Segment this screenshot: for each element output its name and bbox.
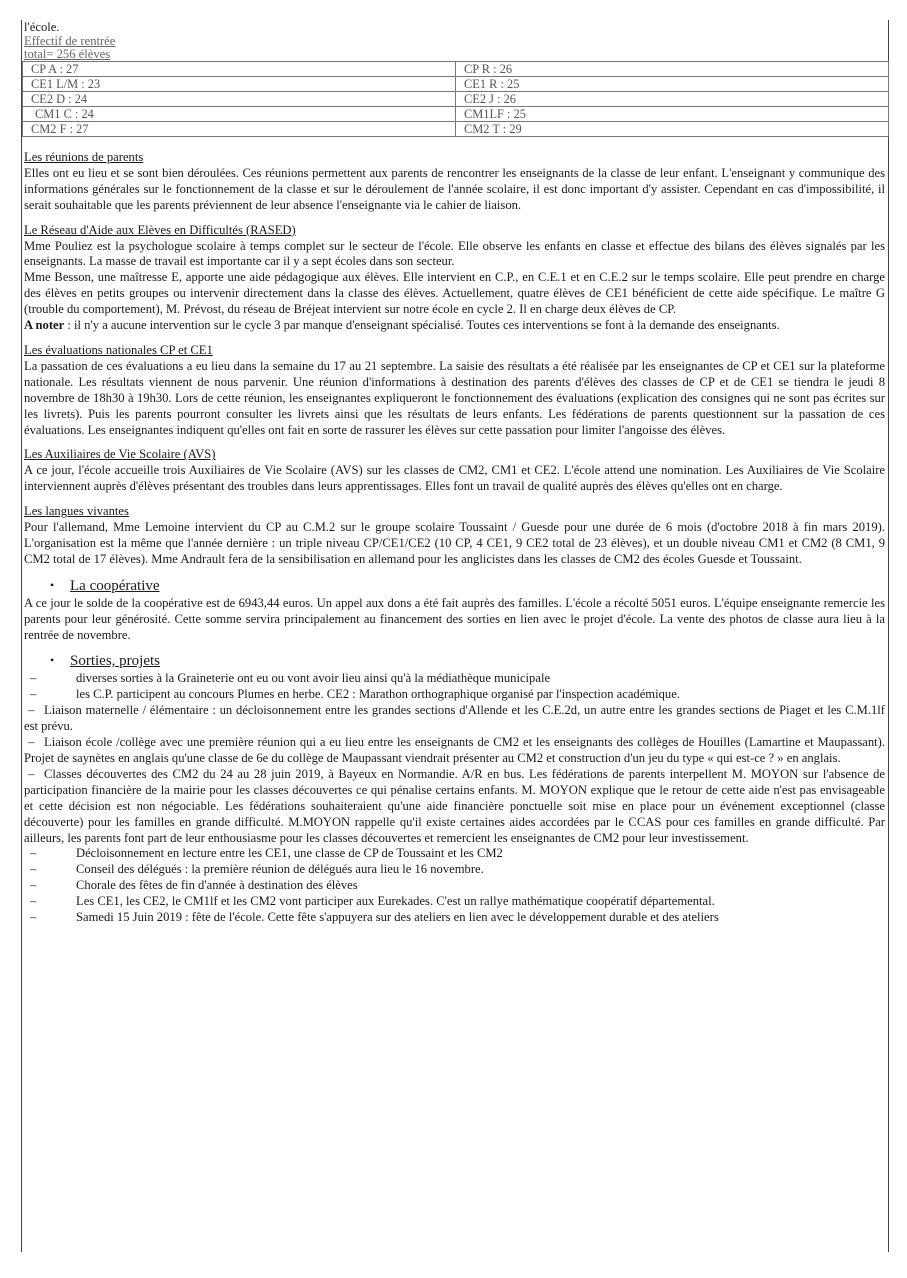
table-row bbox=[23, 62, 889, 77]
document-page bbox=[21, 20, 889, 1252]
dash-icon: – bbox=[30, 878, 37, 893]
dash-icon: – bbox=[28, 735, 35, 750]
dash-icon: – bbox=[30, 687, 37, 702]
table-row bbox=[23, 107, 889, 122]
dash-icon: – bbox=[28, 766, 35, 781]
sorties-list bbox=[24, 671, 885, 926]
table-cell: CP A : 27 bbox=[23, 62, 456, 77]
list-item: – Les CE1, les CE2, le CM1lf et les CM2 vont participer aux Eurekades. C'est un rallye mathématique coopératif départemental. bbox=[24, 894, 885, 910]
dash-icon: – bbox=[30, 894, 37, 909]
list-item: – les C.P. participent au concours Plumes en herbe. CE2 : Marathon orthographique organisé par l'inspection académique. bbox=[24, 687, 885, 703]
rased-note-label: A noter bbox=[24, 318, 65, 333]
cooperative-text: A ce jour le solde de la coopérative est de 6943,44 euros. Un appel aux dons a été fait auprès des familles. L'école a récolté 5051 euros. L'équipe enseignante remercie les parents pour leur générosité. Cette somme servira principalement au financement des sorties en lien avec le projet d'école. La vente des photos de classe aura lieu à la rentrée de novembre. bbox=[24, 595, 885, 642]
table-cell: CM1LF : 25 bbox=[456, 107, 889, 122]
bullet-icon: • bbox=[50, 653, 55, 668]
rased-paragraph-2: Mme Besson, une maîtresse E, apporte une aide pédagogique aux élèves. Elle intervient en C.P., en C.E.1 et en C.E.2 sur le temps scolaire. Elle peut prendre en charge des élèves en petits groupes ou intervenir directement dans la classe des élèves. Actuellement, quatre élèves de CE1 bénéficient de cette aide spécifique. Le maître G (trouble du comportement), M. Prévost, du réseau de Bréjeat intervient sur notre école en cycle 2. Il en charge deux élèves de CP. bbox=[24, 270, 885, 317]
reunions-heading: Les réunions de parents bbox=[24, 150, 144, 164]
list-item: – Chorale des fêtes de fin d'année à destination des élèves bbox=[24, 878, 885, 894]
cooperative-heading-row bbox=[24, 576, 885, 596]
effectif-table bbox=[22, 61, 889, 137]
bullet-icon: • bbox=[50, 577, 55, 592]
dash-icon: – bbox=[30, 846, 37, 861]
rased-note-text: : il n'y a aucune intervention sur le cycle 3 par manque d'enseignant spécialisé. Toutes ces interventions se font à la demande des enseignants. bbox=[64, 318, 780, 333]
sorties-heading: Sorties, projets bbox=[70, 653, 160, 670]
list-item: – Samedi 15 Juin 2019 : fête de l'école. Cette fête s'appuyera sur des ateliers en lien avec le développement durable et des ateliers bbox=[24, 910, 885, 926]
langues-heading: Les langues vivantes bbox=[24, 504, 129, 519]
table-row bbox=[23, 77, 889, 92]
table-cell: CP R : 26 bbox=[456, 62, 889, 77]
list-item: – Liaison maternelle / élémentaire : un décloisonnement entre les grandes sections d'Allende et les C.E.2d, un autre entre les grandes sections de Piaget et les C.M.1lf est prévu. bbox=[24, 703, 885, 734]
effectif-heading: Effectif de rentrée bbox=[24, 34, 116, 48]
rased-paragraph-1: Mme Pouliez est la psychologue scolaire à temps complet sur le secteur de l'école. Elle observe les enfants en classe et effectue des bilans des élèves signalés par les enseignants. La masse de travail est importante car il y a sept écoles dans son secteur. bbox=[24, 238, 885, 269]
dash-icon: – bbox=[30, 910, 37, 925]
effectif-total: total= 256 élèves bbox=[24, 47, 111, 61]
avs-heading: Les Auxiliaires de Vie Scolaire (AVS) bbox=[24, 447, 216, 462]
table-cell: CE1 R : 25 bbox=[456, 77, 889, 92]
list-item: – Classes découvertes des CM2 du 24 au 28 juin 2019, à Bayeux en Normandie. A/R en bus. Les fédérations de parents interpellent M. MOYON sur l'absence de participation financière de la mairie pour les classes découvertes ce qui pénalise certains enfants. M. MOYON explique que le retour de cette aide n'est pas envisageable et cette décision est non négociable. Les fédérations souhaiteraient qu'une aide financière ponctuelle soit mise en place pour un événement exceptionnel (classe découverte) pour les familles en grande difficulté. M.MOYON rappelle qu'il existe certaines aides accordées par le CCAS pour ces familles en grande difficulté. Par ailleurs, les parents font part de leur enthousiasme pour les classes découvertes et remercient les enseignantes de CM2 pour leur investissement. bbox=[24, 766, 885, 845]
table-cell: CE2 J : 26 bbox=[456, 92, 889, 107]
table-cell: CM1 C : 24 bbox=[23, 107, 456, 122]
sorties-heading-row bbox=[24, 651, 885, 671]
table-cell: CE1 L/M : 23 bbox=[23, 77, 456, 92]
dash-icon: – bbox=[30, 671, 37, 686]
table-cell: CM2 T : 29 bbox=[456, 122, 889, 137]
reunions-text: Elles ont eu lieu et se sont bien déroulées. Ces réunions permettent aux parents de rencontrer les enseignants de la classe de leur enfant. L'enseignant y communique des informations générales sur le fonctionnement de la classe et sur le déroulement de l'année scolaire, il est donc important d'y assister. Cependant en cas d'impossibilité, il serait souhaitable que les parents préviennent de leur absence l'enseignante via le cahier de liaison. bbox=[24, 165, 885, 212]
table-cell: CE2 D : 24 bbox=[23, 92, 456, 107]
langues-text: Pour l'allemand, Mme Lemoine intervient du CP au C.M.2 sur le groupe scolaire Toussaint / Guesde pour une durée de 6 mois (d'octobre 2018 à fin mars 2019). L'organisation est la même que l'année dernière : un triple niveau CP/CE1/CE2 (10 CP, 4 CE1, 9 CE2 total de 23 élèves), et un double niveau CM1 et CM2 (8 CM1, 9 CM2 total de 17 élèves). Mme Andrault fera de la sensibilisation en allemand pour les anglicistes dans les classes de CM2 des écoles Guesde et Toussaint. bbox=[24, 520, 885, 566]
list-item: – Liaison école /collège avec une première réunion qui a eu lieu entre les enseignants de CM2 et les enseignants des collèges de Houilles (Lamartine et Maupassant). Projet de saynètes en anglais qu'une classe de 6e du collège de Maupassant viendrait présenter au CM2 et construction d'un jeu du type « qui est-ce ? » en anglais. bbox=[24, 735, 885, 765]
table-row bbox=[23, 92, 889, 107]
table-cell: CM2 F : 27 bbox=[23, 122, 456, 137]
top-line: l'école. bbox=[24, 20, 60, 34]
dash-icon: – bbox=[30, 862, 37, 877]
evaluations-text: La passation de ces évaluations a eu lieu dans la semaine du 17 au 21 septembre. La saisie des résultats a été réalisée par les enseignantes de CP et CE1 sur la plateforme nationale. Les résultats viennent de nous parvenir. Une réunion d'informations à destination des parents d'élèves des classes de CP et de CE1 se tiendra le jeudi 8 novembre de 18h30 à 19h30. Lors de cette réunion, les enseignantes expliqueront le fonctionnement des évaluations (explication des consignes qui ne sont pas écrites sur les livrets). Puis les parents pourront consulter les livrets ainsi que les résultats de leurs enfants. Les fédérations de parents questionnent sur la passation de ces évaluations. Les enseignantes indiquent qu'elles ont fait en sorte de rassurer les élèves sur cette passation pour limiter l'angoisse des élèves. bbox=[24, 358, 885, 437]
list-item: – diverses sorties à la Graineterie ont eu ou vont avoir lieu ainsi qu'à la médiathèque municipale bbox=[24, 671, 885, 687]
table-row bbox=[23, 122, 889, 137]
list-item: – Décloisonnement en lecture entre les CE1, une classe de CP de Toussaint et les CM2 bbox=[24, 846, 885, 862]
list-item: – Conseil des délégués : la première réunion de délégués aura lieu le 16 novembre. bbox=[24, 862, 885, 878]
dash-icon: – bbox=[28, 703, 35, 718]
rased-heading: Le Réseau d'Aide aux Elèves en Difficultés (RASED) bbox=[24, 222, 296, 237]
avs-text: A ce jour, l'école accueille trois Auxiliaires de Vie Scolaire (AVS) sur les classes de CM2, CM1 et CE2. L'école attend une nomination. Les Auxiliaires de Vie Scolaire interviennent auprès d'élèves présentant des troubles dans leurs apprentissages. Elles font un travail de qualité auprès des élèves qu'elles ont en charge. bbox=[24, 463, 885, 494]
evaluations-heading: Les évaluations nationales CP et CE1 bbox=[24, 342, 213, 357]
rased-note bbox=[24, 318, 885, 334]
cooperative-heading: La coopérative bbox=[70, 577, 160, 594]
